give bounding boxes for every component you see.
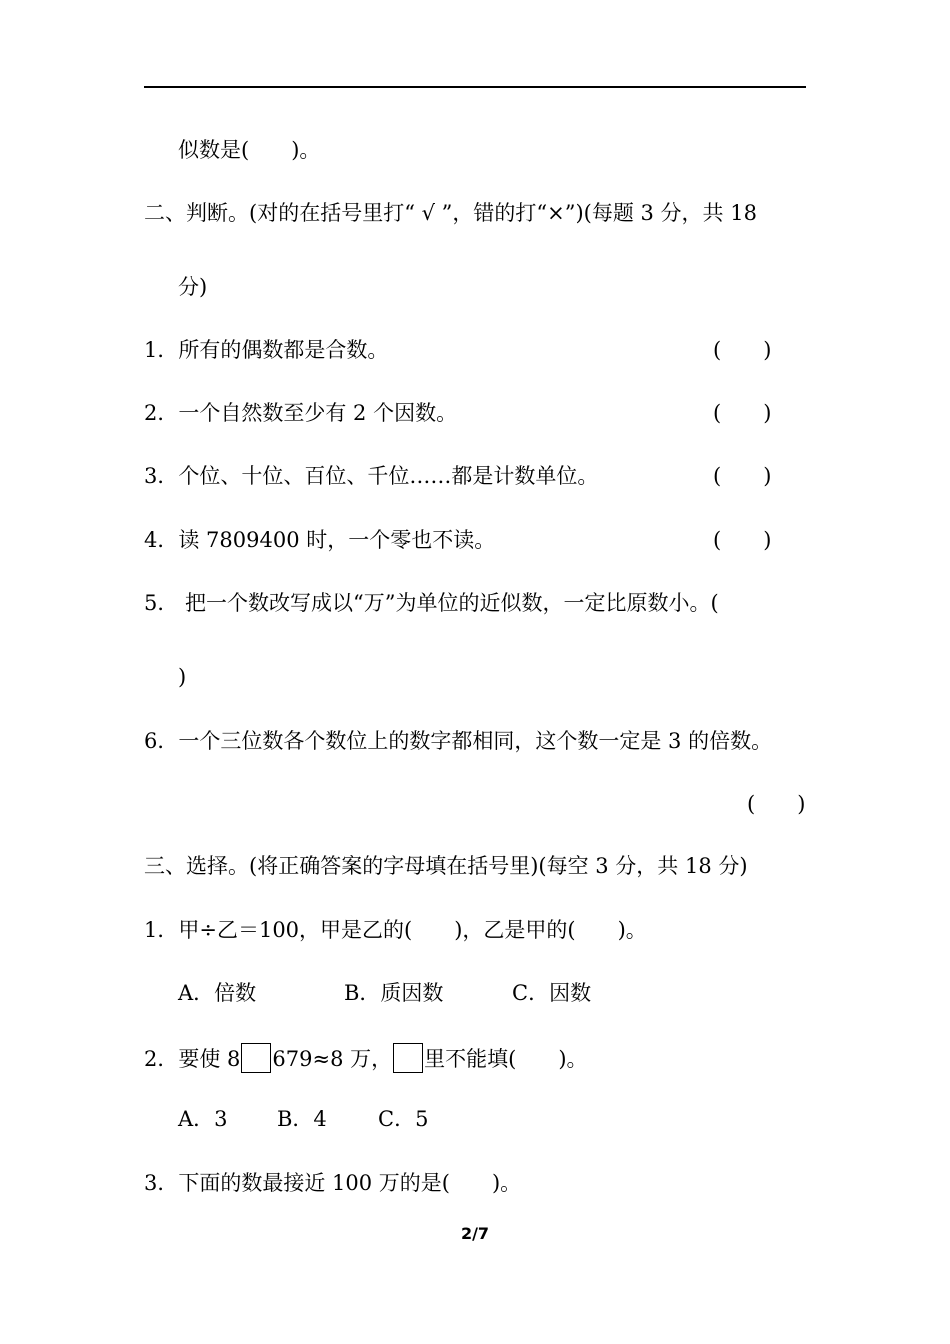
- choice-question-1: 1．甲÷乙＝100，甲是乙的( )，乙是甲的( )。: [144, 918, 647, 942]
- choice-1-option-b[interactable]: B．质因数: [344, 981, 444, 1005]
- answer-paren-1[interactable]: ( ): [713, 338, 772, 362]
- section-3-title: 三、选择。(将正确答案的字母填在括号里)(每空 3 分，共 18 分): [144, 854, 748, 878]
- header-rule: [144, 86, 806, 88]
- answer-paren-4[interactable]: ( ): [713, 528, 772, 552]
- answer-paren-2[interactable]: ( ): [713, 401, 772, 425]
- answer-paren-6[interactable]: ( ): [747, 792, 806, 816]
- choice-question-2: [144, 1043, 588, 1073]
- choice-2-option-c[interactable]: C．5: [378, 1107, 429, 1131]
- choice-1-option-a[interactable]: A．倍数: [178, 981, 257, 1005]
- choice-2-text-part-1: 2．要使 8: [144, 1047, 241, 1071]
- judge-question-1: 1．所有的偶数都是合数。: [144, 338, 389, 362]
- judge-question-5-cont: ): [178, 665, 187, 689]
- choice-question-3: 3．下面的数最接近 100 万的是( )。: [144, 1171, 522, 1195]
- choice-2-text-part-2: 679≈8 万，: [272, 1047, 393, 1071]
- choice-1-option-c[interactable]: C．因数: [512, 981, 592, 1005]
- answer-paren-3[interactable]: ( ): [713, 464, 772, 488]
- choice-2-option-a[interactable]: A．3: [178, 1107, 228, 1131]
- section-2-title-cont: 分): [178, 275, 208, 299]
- choice-2-text-part-3: 里不能填( )。: [424, 1047, 588, 1071]
- blank-box-2[interactable]: [393, 1043, 423, 1073]
- judge-question-3: 3．个位、十位、百位、千位……都是计数单位。: [144, 464, 599, 488]
- judge-question-5: 5． 把一个数改写成以“万”为单位的近似数，一定比原数小。(: [144, 591, 719, 615]
- continued-text: 似数是( )。: [178, 138, 321, 162]
- page-number: 2/7: [460, 1224, 490, 1243]
- judge-question-4: 4．读 7809400 时，一个零也不读。: [144, 528, 496, 552]
- judge-question-2: 2．一个自然数至少有 2 个因数。: [144, 401, 458, 425]
- judge-question-6: 6．一个三位数各个数位上的数字都相同，这个数一定是 3 的倍数。: [144, 729, 773, 753]
- choice-2-option-b[interactable]: B．4: [277, 1107, 327, 1131]
- section-2-title: 二、判断。(对的在括号里打“ √ ”，错的打“×”)(每题 3 分，共 18: [144, 201, 757, 225]
- blank-box-1[interactable]: [241, 1043, 271, 1073]
